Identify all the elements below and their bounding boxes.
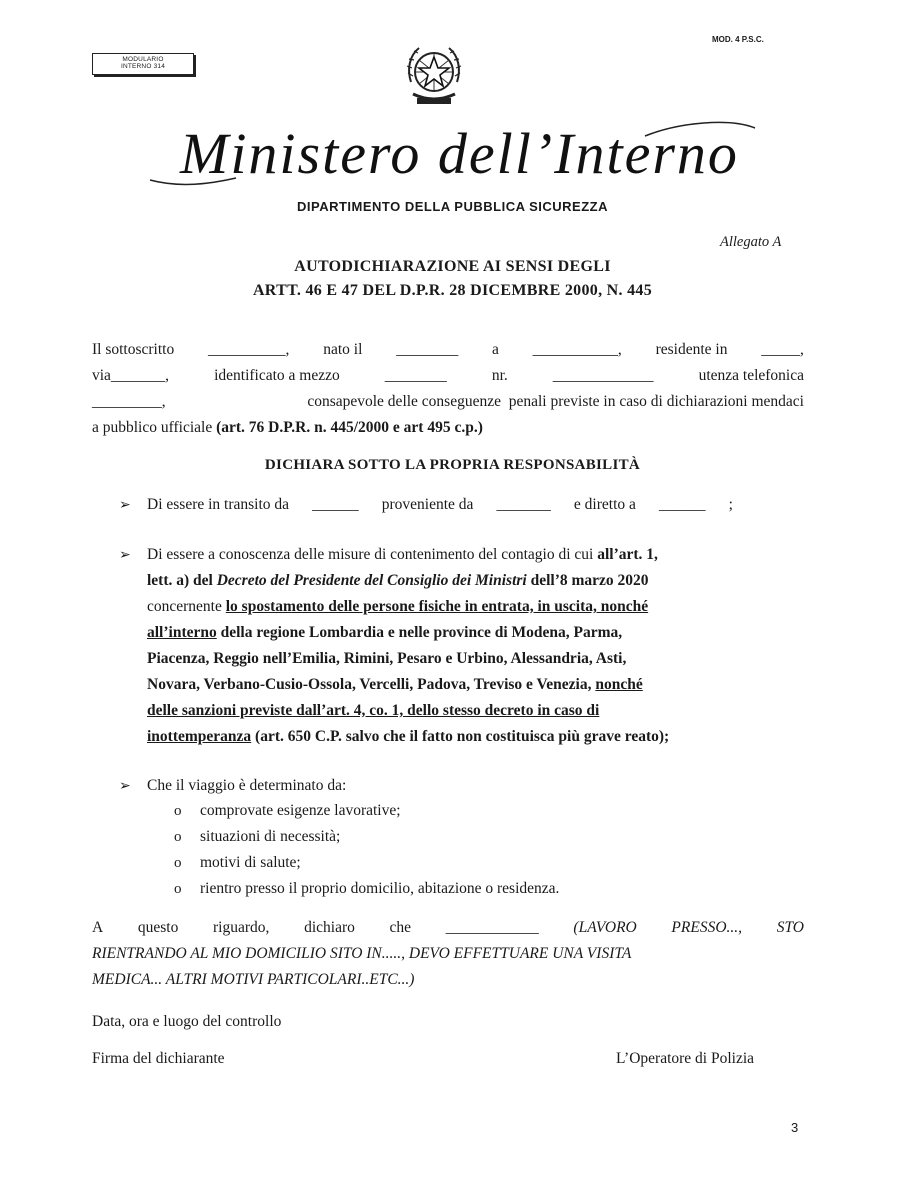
option-return-home: rientro presso il proprio domicilio, abitazione o residenza. [200, 880, 560, 897]
option-circle-icon[interactable]: o [174, 881, 182, 897]
arrow-bullet-icon: ➢ [119, 548, 131, 563]
transit-line: Di essere in transito da ______ proveniente da _______ e diretto a ______ ; [147, 496, 733, 513]
declaration-heading: DICHIARA SOTTO LA PROPRIA RESPONSABILITÀ [264, 457, 641, 473]
intro-line4: a pubblico ufficiale (art. 76 D.P.R. n. 445/2000 e art 495 c.p.) [92, 419, 483, 436]
name-field[interactable]: __________, [208, 341, 290, 358]
document-title-line1: AUTODICHIARAZIONE AI SENSI DEGLI [294, 258, 611, 275]
option-health: motivi di salute; [200, 854, 301, 871]
option-necessity: situazioni di necessità; [200, 828, 341, 845]
intro-line1: Il sottoscritto __________, nato il ________ a ___________, residente in _____, [92, 341, 804, 358]
ministry-title [140, 118, 770, 198]
closing-line3: MEDICA... ALTRI MOTIVI PARTICOLARI..ETC...) [92, 971, 415, 988]
option-circle-icon[interactable]: o [174, 829, 182, 845]
option-work: comprovate esigenze lavorative; [200, 802, 401, 819]
model-code: MOD. 4 P.S.C. [712, 35, 764, 44]
form-code-line1: MODULARIO [122, 56, 164, 63]
intro-line3: _________, consapevole delle conseguenze penali previste in caso di dichiarazioni mendaci [92, 393, 804, 410]
awareness-line4: all’interno della regione Lombardia e nelle province di Modena, Parma, [147, 624, 623, 641]
arrow-bullet-icon: ➢ [119, 498, 131, 513]
awareness-line6: Novara, Verbano-Cusio-Ossola, Vercelli, Padova, Treviso e Venezia, nonché [147, 676, 643, 693]
origin-field[interactable]: _______ [496, 496, 551, 513]
attachment-label: Allegato A [720, 234, 782, 250]
closing-line2: RIENTRANDO AL MIO DOMICILIO SITO IN....., DEVO EFFETTUARE UNA VISITA [92, 945, 632, 962]
control-date-label: Data, ora e luogo del controllo [92, 1013, 282, 1030]
declarant-signature-label: Firma del dichiarante [92, 1050, 225, 1067]
italian-republic-emblem-icon [403, 40, 465, 110]
phone-field[interactable]: _________, [92, 393, 166, 410]
trip-reason-lead: Che il viaggio è determinato da: [147, 777, 347, 794]
document-title-line2: ARTT. 46 E 47 DEL D.P.R. 28 DICEMBRE 2000, N. 445 [252, 282, 653, 299]
awareness-line8: inottemperanza (art. 650 C.P. salvo che il fatto non costituisca più grave reato); [147, 728, 670, 745]
option-circle-icon[interactable]: o [174, 803, 182, 819]
transit-from-field[interactable]: ______ [312, 496, 359, 513]
id-number-field[interactable]: _____________ [552, 367, 654, 384]
awareness-line3: concernente lo spostamento delle persone fisiche in entrata, in uscita, nonché [147, 598, 649, 615]
closing-line1: A questo riguardo, dichiaro che ____________ (LAVORO PRESSO..., STO [92, 919, 804, 936]
awareness-line2: lett. a) del Decreto del Presidente del Consiglio dei Ministri dell’8 marzo 2020 [147, 572, 649, 589]
awareness-line5: Piacenza, Reggio nell’Emilia, Rimini, Pesaro e Urbino, Alessandria, Asti, [147, 650, 627, 667]
residence-field[interactable]: _____, [761, 341, 804, 358]
destination-field[interactable]: ______ [659, 496, 706, 513]
birth-place-field[interactable]: ___________, [532, 341, 622, 358]
form-code-box [92, 53, 194, 75]
intro-line2: via_______, identificato a mezzo ________ nr. _____________ utenza telefonica [92, 367, 804, 384]
form-code-line2: INTERNO 314 [120, 63, 166, 70]
id-document-field[interactable]: ________ [384, 367, 447, 384]
option-circle-icon[interactable]: o [174, 855, 182, 871]
street-field[interactable]: via_______, [92, 367, 170, 384]
police-officer-label: L’Operatore di Polizia [616, 1050, 755, 1067]
page-number: 3 [791, 1120, 799, 1135]
awareness-line1: Di essere a conoscenza delle misure di contenimento del contagio di cui all’art. 1, [147, 546, 658, 563]
arrow-bullet-icon: ➢ [119, 779, 131, 794]
svg-text:Ministero dell’Interno: Ministero dell’Interno [180, 121, 739, 186]
awareness-line7: delle sanzioni previste dall’art. 4, co. 1, dello stesso decreto in caso di [147, 702, 600, 719]
department-name: DIPARTIMENTO DELLA PUBBLICA SICUREZZA [297, 199, 608, 214]
birth-date-field[interactable]: ________ [396, 341, 459, 358]
reason-field[interactable]: ____________ [445, 919, 539, 936]
